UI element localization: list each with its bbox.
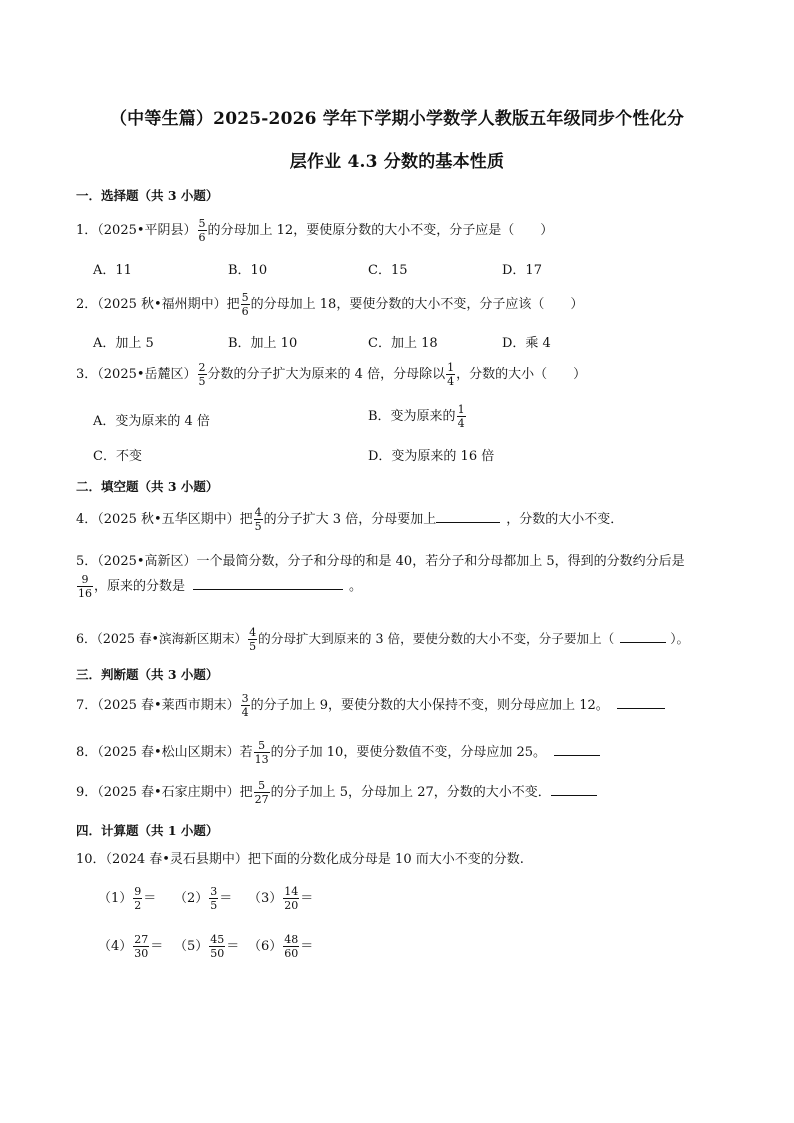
q5-text-2: 。 — [349, 579, 363, 594]
q1-option-c: C．15 — [368, 263, 408, 278]
q4-text-2: ，分数的大小不变． — [506, 512, 624, 527]
q9-text: 的分子加上 5，分母加上 27，分数的大小不变． — [270, 785, 551, 800]
q9-fraction — [254, 780, 270, 805]
q8-prefix: 8．（2025 春•松山区期末）若 — [76, 745, 253, 760]
q10-item-label: （6） — [248, 939, 283, 954]
q3-option-d: D．变为原来的 16 倍 — [368, 449, 495, 464]
q3-option-a: A．变为原来的 4 倍 — [93, 414, 210, 429]
numerator: 45 — [210, 933, 225, 946]
numerator: 1 — [447, 361, 455, 374]
q10-equals: ＝ — [226, 939, 240, 954]
denominator: 4 — [241, 706, 249, 719]
denominator: 16 — [78, 587, 92, 600]
numerator: 48 — [284, 933, 299, 946]
q1-fraction — [198, 218, 207, 243]
denominator: 5 — [249, 640, 257, 653]
question-2 — [76, 292, 583, 317]
q3-option-c: C．不变 — [93, 449, 142, 464]
question-6 — [76, 627, 689, 652]
q7-answer-blank[interactable] — [617, 697, 665, 709]
question-3 — [76, 362, 586, 387]
q2-text: 的分母加上 18，要使分数的大小不变，分子应该（ ） — [250, 297, 584, 312]
question-5-line1: 5．（2025•高新区）一个最简分数，分子和分母的和是 40，若分子和分母都加上 5，得到的分数约分后是 — [76, 554, 685, 569]
denominator: 60 — [284, 947, 299, 960]
q10-item-label: （2） — [174, 891, 209, 906]
numerator: 5 — [258, 779, 266, 792]
q7-text: 的分子加上 9，要使分数的大小保持不变，则分母应加上 12。 — [250, 698, 609, 713]
numerator: 4 — [249, 626, 257, 639]
q10-fraction — [133, 886, 142, 911]
section-heading-judge: 三．判断题（共 3 小题） — [76, 667, 219, 682]
q5-fraction — [77, 574, 93, 599]
q1-text: 的分母加上 12，要使原分数的大小不变，分子应是（ ） — [207, 223, 554, 238]
q10-equals: ＝ — [300, 939, 314, 954]
numerator: 2 — [198, 361, 206, 374]
q2-option-d: D．乘 4 — [502, 336, 551, 351]
denominator: 6 — [198, 231, 206, 244]
q10-item-1 — [98, 886, 156, 911]
numerator: 3 — [210, 885, 218, 898]
question-9 — [76, 780, 597, 805]
numerator: 5 — [258, 739, 266, 752]
q10-item-2 — [174, 886, 232, 911]
q3-option-b — [368, 404, 467, 429]
q10-item-label: （5） — [174, 939, 209, 954]
q1-option-b: B．10 — [228, 263, 268, 278]
q1-prefix: 1．（2025•平阴县） — [76, 223, 197, 238]
question-8 — [76, 740, 600, 765]
q10-fraction — [209, 934, 225, 959]
denominator: 27 — [254, 793, 269, 806]
q6-fraction — [248, 627, 257, 652]
denominator: 4 — [457, 417, 465, 430]
q10-item-label: （4） — [98, 939, 133, 954]
q10-item-5 — [174, 934, 239, 959]
q4-prefix: 4．（2025 秋•五华区期中）把 — [76, 512, 253, 527]
denominator: 4 — [447, 375, 455, 388]
q10-equals: ＝ — [300, 891, 314, 906]
q3-option-b-text: B．变为原来的 — [368, 409, 456, 424]
q1-option-d: D．17 — [502, 263, 542, 278]
q6-prefix: 6．（2025 春•滨海新区期末） — [76, 631, 248, 646]
q4-fraction — [254, 507, 263, 532]
q5-answer-blank[interactable] — [193, 578, 343, 590]
denominator: 5 — [198, 375, 206, 388]
q2-option-c: C．加上 18 — [368, 336, 438, 351]
denominator: 2 — [134, 899, 142, 912]
numerator: 9 — [134, 885, 142, 898]
q3-fraction-2 — [446, 362, 455, 387]
q9-prefix: 9．（2025 春•石家庄期中）把 — [76, 785, 253, 800]
q2-fraction — [241, 292, 250, 317]
doc-title-line1: （中等生篇）2025-2026 学年下学期小学数学人教版五年级同步个性化分 — [109, 109, 684, 129]
q6-text: 的分母扩大到原来的 3 倍，要使分数的大小不变，分子要加上（ — [258, 631, 615, 646]
numerator: 5 — [198, 217, 206, 230]
q10-equals: ＝ — [150, 939, 164, 954]
q3-fraction — [198, 362, 207, 387]
q4-text: 的分子扩大 3 倍，分母要加上 — [263, 512, 437, 527]
q3-text-2: ，分数的大小（ ） — [456, 367, 587, 382]
q9-answer-blank[interactable] — [551, 784, 597, 796]
question-4 — [76, 507, 623, 532]
q10-item-label: （1） — [98, 891, 133, 906]
question-1 — [76, 218, 553, 243]
q6-text-2: ）。 — [670, 631, 690, 646]
numerator: 27 — [134, 933, 149, 946]
section-heading-fill: 二．填空题（共 3 小题） — [76, 479, 219, 494]
q10-fraction — [209, 886, 218, 911]
section-heading-choice: 一．选择题（共 3 小题） — [76, 188, 219, 203]
denominator: 13 — [254, 753, 269, 766]
q7-prefix: 7．（2025 春•莱西市期末） — [76, 698, 240, 713]
question-10: 10．（2024 春•灵石县期中）把下面的分数化成分母是 10 而大小不变的分数. — [76, 852, 524, 867]
numerator: 9 — [81, 573, 89, 586]
q7-fraction — [241, 693, 250, 718]
q10-fraction — [283, 886, 299, 911]
q10-fraction — [283, 934, 299, 959]
denominator: 50 — [210, 947, 225, 960]
denominator: 5 — [254, 520, 262, 533]
numerator: 5 — [241, 291, 249, 304]
q8-text: 的分子加 10，要使分数值不变，分母应加 25。 — [270, 745, 547, 760]
q2-prefix: 2．（2025 秋•福州期中）把 — [76, 297, 240, 312]
numerator: 3 — [241, 692, 249, 705]
q5-text: ，原来的分数是 — [94, 579, 186, 594]
q3-text: 分数的分子扩大为原来的 4 倍，分母除以 — [207, 367, 446, 382]
numerator: 4 — [254, 506, 262, 519]
numerator: 1 — [457, 403, 465, 416]
q4-answer-blank[interactable] — [436, 511, 500, 523]
q10-item-6 — [248, 934, 313, 959]
q3-option-b-fraction — [457, 404, 466, 429]
denominator: 5 — [210, 899, 218, 912]
q10-item-3 — [248, 886, 313, 911]
q10-item-label: （3） — [248, 891, 283, 906]
q8-fraction — [254, 740, 270, 765]
q2-option-a: A．加上 5 — [93, 336, 154, 351]
denominator: 6 — [241, 305, 249, 318]
q3-prefix: 3．（2025•岳麓区） — [76, 367, 197, 382]
q2-option-b: B．加上 10 — [228, 336, 298, 351]
numerator: 14 — [284, 885, 299, 898]
q10-equals: ＝ — [143, 891, 157, 906]
denominator: 20 — [284, 899, 299, 912]
q10-equals: ＝ — [219, 891, 233, 906]
question-5-line2 — [76, 574, 362, 599]
q6-answer-blank[interactable] — [620, 631, 666, 643]
section-heading-calc: 四．计算题（共 1 小题） — [76, 823, 219, 838]
doc-title-line2: 层作业 4.3 分数的基本性质 — [289, 152, 505, 172]
q10-fraction — [133, 934, 149, 959]
q8-answer-blank[interactable] — [554, 744, 600, 756]
question-7 — [76, 693, 665, 718]
q1-option-a: A．11 — [93, 263, 132, 278]
denominator: 30 — [134, 947, 149, 960]
q10-item-4 — [98, 934, 163, 959]
